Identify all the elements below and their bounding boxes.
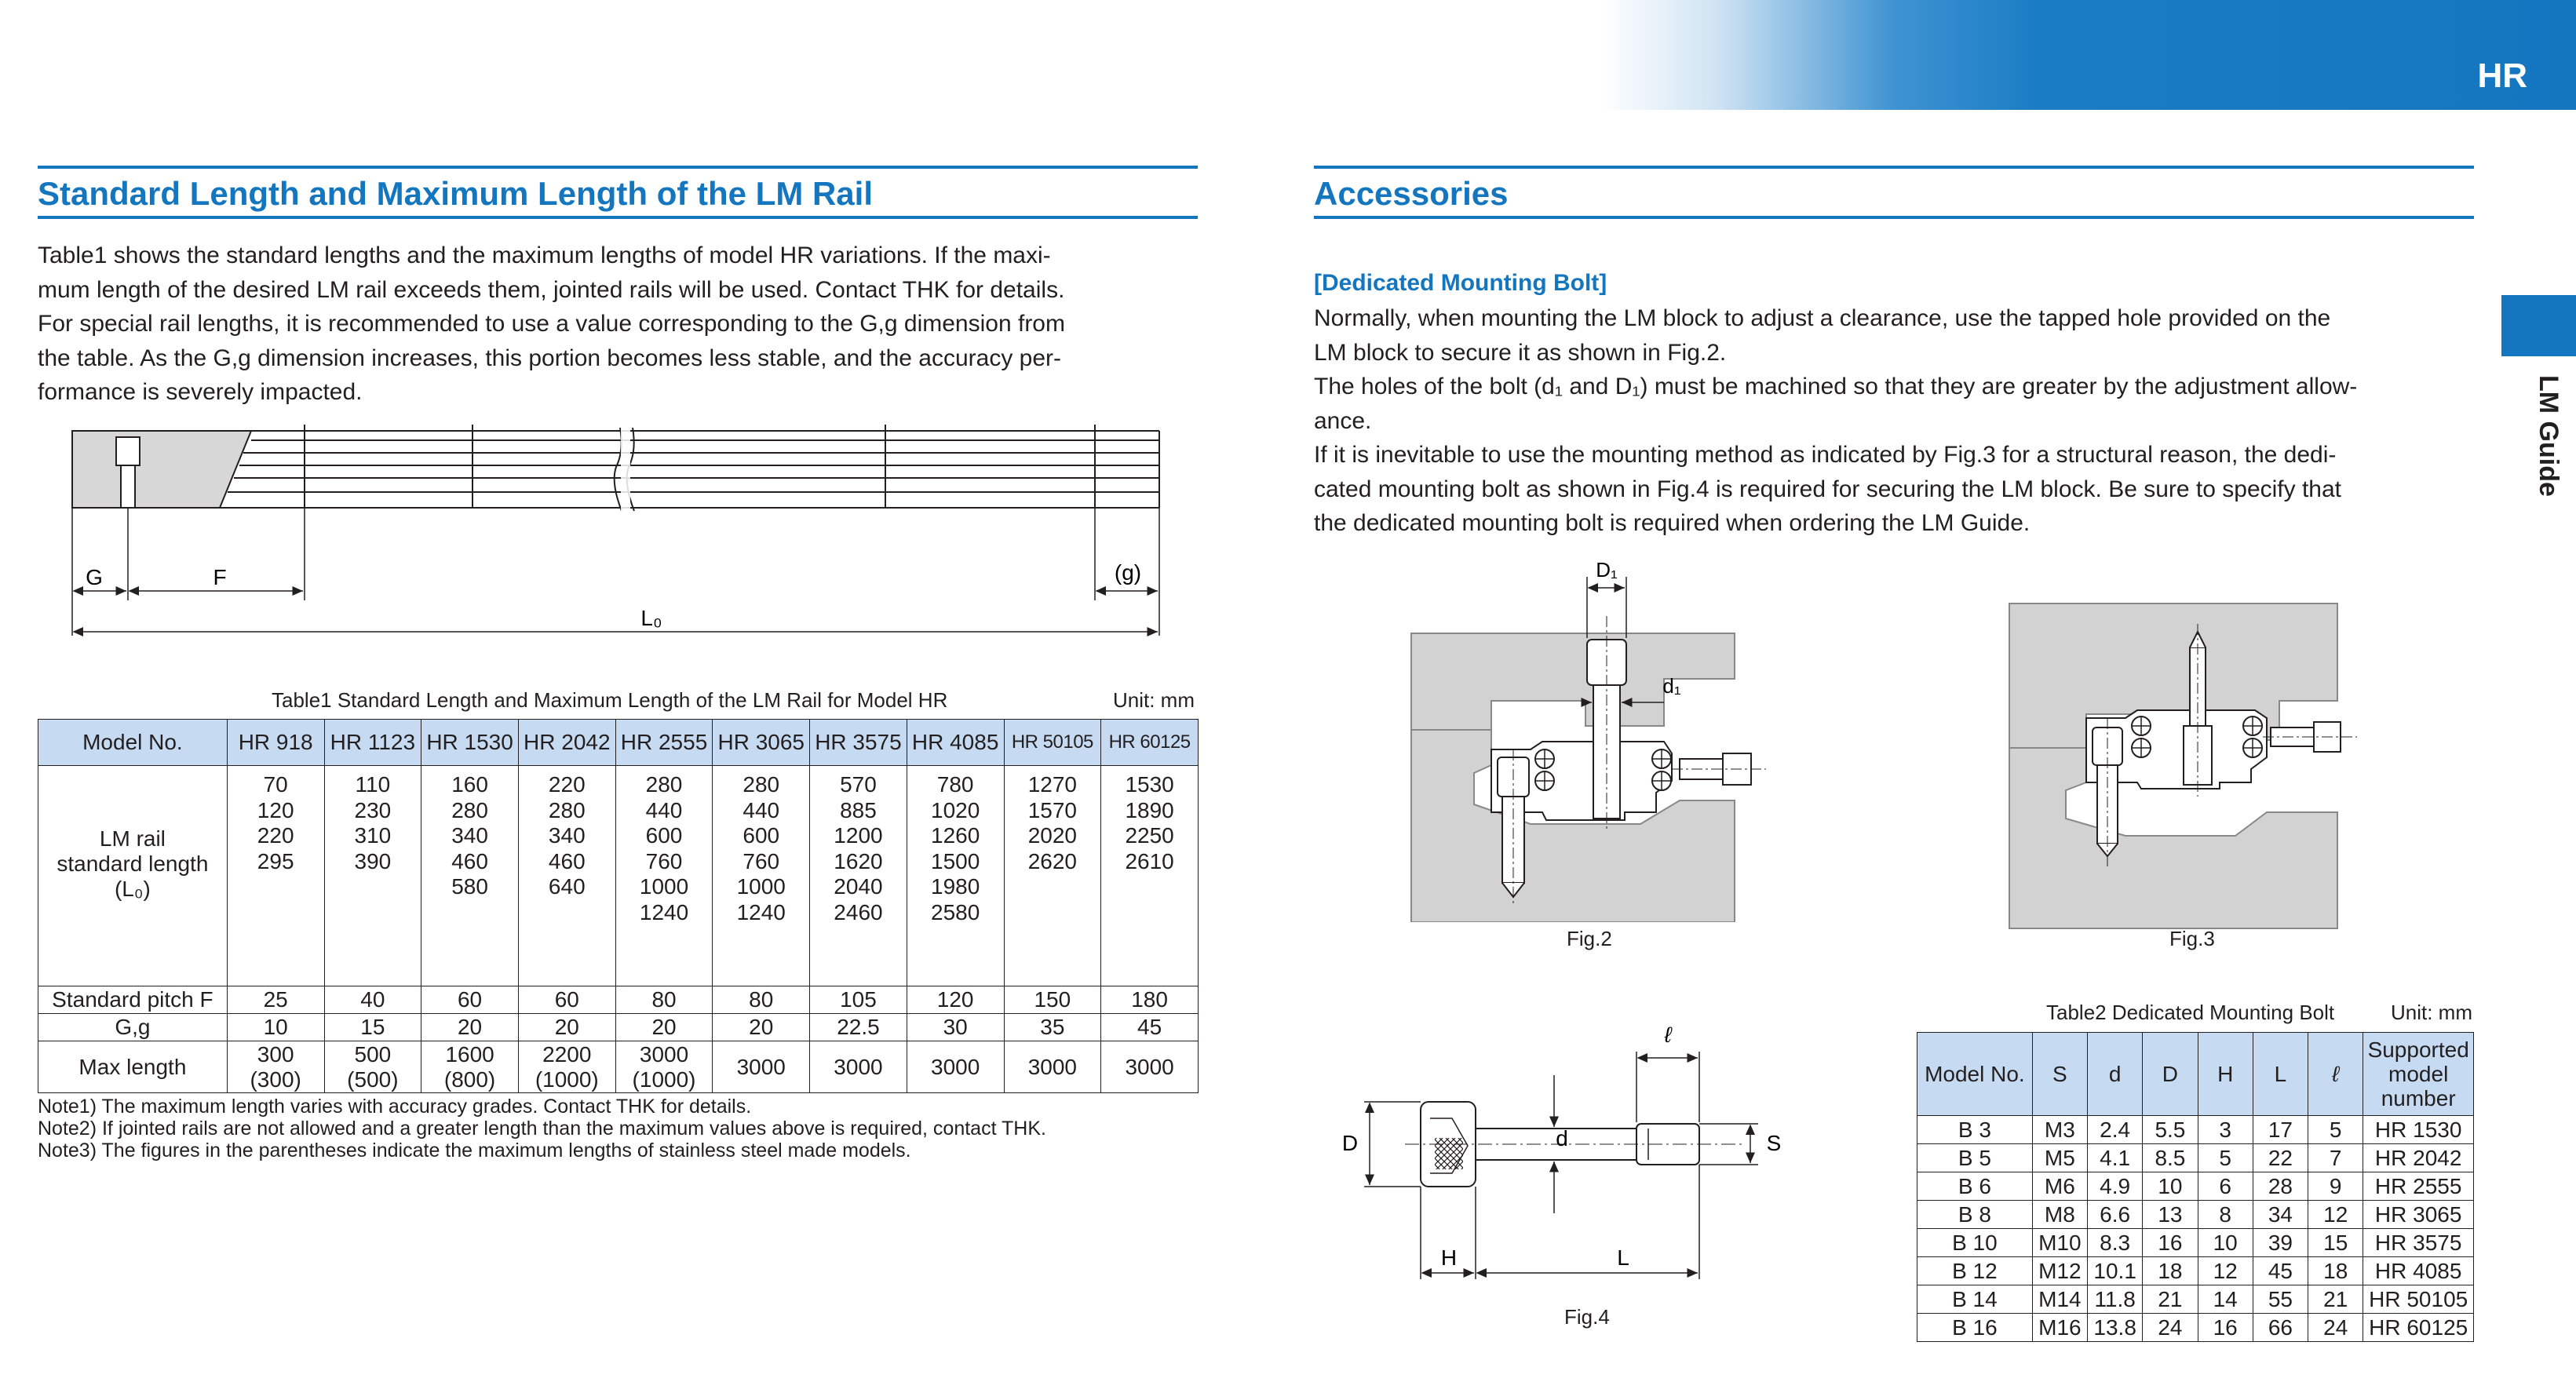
table1-gg-row bbox=[38, 1014, 1199, 1041]
table1-max-row bbox=[38, 1041, 1199, 1093]
fig4-label-l: ℓ bbox=[1664, 1023, 1672, 1047]
table2-cell: HR 3065 bbox=[2363, 1201, 2474, 1229]
table1-cell: 105 bbox=[810, 986, 907, 1014]
table1-cell: 3000 bbox=[1004, 1041, 1101, 1093]
table1-cell: 20 bbox=[421, 1014, 519, 1041]
fig2-caption: Fig.2 bbox=[1567, 927, 1612, 950]
label-G: G bbox=[86, 565, 103, 589]
table1-header-row bbox=[38, 720, 1199, 766]
fig4-label-D: D bbox=[1341, 1131, 1359, 1155]
fig4-label-L: L bbox=[1617, 1245, 1629, 1270]
fig4-diagram bbox=[1334, 1020, 1868, 1287]
table2-cell: B 3 bbox=[1917, 1116, 2033, 1144]
table1-cell: 120 bbox=[907, 986, 1004, 1014]
right-section-header bbox=[1314, 166, 2474, 221]
table2-cell: M3 bbox=[2032, 1116, 2087, 1144]
table1-cell: 500 (500) bbox=[324, 1041, 421, 1093]
right-paragraph-line: Normally, when mounting the LM block to adjust a clearance, use the tapped hole provided on the bbox=[1314, 305, 2331, 331]
table2-header: ℓ bbox=[2308, 1033, 2363, 1116]
table1-cell: 15 bbox=[324, 1014, 421, 1041]
table2-header: S bbox=[2032, 1033, 2087, 1116]
table1-cell: 80 bbox=[615, 986, 713, 1014]
table2-cell: 24 bbox=[2308, 1314, 2363, 1342]
table1-notes bbox=[38, 1096, 1046, 1161]
table2-cell: 66 bbox=[2253, 1314, 2308, 1342]
table2-cell: M16 bbox=[2032, 1314, 2087, 1342]
table2-cell: M5 bbox=[2032, 1144, 2087, 1172]
left-paragraph-line: Table1 shows the standard lengths and the maximum lengths of model HR variations. If the maxi- bbox=[38, 242, 1051, 268]
left-paragraph bbox=[38, 239, 1198, 410]
note: Note1) The maximum length varies with accuracy grades. Contact THK for details. bbox=[38, 1096, 752, 1118]
table2-cell: HR 4085 bbox=[2363, 1257, 2474, 1285]
table1-cell: 30 bbox=[907, 1014, 1004, 1041]
table1-model: HR 3065 bbox=[713, 720, 810, 766]
left-paragraph-line: mum length of the desired LM rail exceeds them, jointed rails will be used. Contact THK for details. bbox=[38, 276, 1065, 303]
table2-cell: 8 bbox=[2198, 1201, 2253, 1229]
table1-max-label: Max length bbox=[38, 1041, 228, 1093]
table2-row bbox=[1917, 1116, 2474, 1144]
table2-cell: 18 bbox=[2308, 1257, 2363, 1285]
table2-cell: HR 50105 bbox=[2363, 1285, 2474, 1314]
table1-cell: 1600 (800) bbox=[421, 1041, 519, 1093]
right-paragraph-line: cated mounting bolt as shown in Fig.4 is required for securing the LM block. Be sure to specify that bbox=[1314, 476, 2342, 502]
table1-lm-cell: 780 1020 1260 1500 1980 2580 bbox=[907, 766, 1004, 986]
table1-cell: 80 bbox=[713, 986, 810, 1014]
table2-cell: B 14 bbox=[1917, 1285, 2033, 1314]
table2-cell: 22 bbox=[2253, 1144, 2308, 1172]
table2-cell: B 16 bbox=[1917, 1314, 2033, 1342]
table2-row bbox=[1917, 1314, 2474, 1342]
table2-row bbox=[1917, 1285, 2474, 1314]
left-paragraph-line: the table. As the G,g dimension increases, this portion becomes less stable, and the accuracy per- bbox=[38, 345, 1062, 371]
table1-lm-cell: 110 230 310 390 bbox=[324, 766, 421, 986]
table1-header-model: Model No. bbox=[38, 720, 228, 766]
table2-cell: 21 bbox=[2308, 1285, 2363, 1314]
table1-model: HR 3575 bbox=[810, 720, 907, 766]
table2-header: L bbox=[2253, 1033, 2308, 1116]
table1-model: HR 2042 bbox=[518, 720, 615, 766]
table2-cell: HR 3575 bbox=[2363, 1229, 2474, 1257]
table2-cell: 16 bbox=[2198, 1314, 2253, 1342]
table1-cell: 20 bbox=[713, 1014, 810, 1041]
table1-pitch-row bbox=[38, 986, 1199, 1014]
table2-cell: 8.5 bbox=[2143, 1144, 2198, 1172]
table1-cell: 22.5 bbox=[810, 1014, 907, 1041]
table2-cell: 10 bbox=[2198, 1229, 2253, 1257]
table1-lm-cell: 70 120 220 295 bbox=[227, 766, 324, 986]
table2-cell: 24 bbox=[2143, 1314, 2198, 1342]
table2-cell: 39 bbox=[2253, 1229, 2308, 1257]
label-L0: L₀ bbox=[640, 606, 662, 630]
right-section-title: Accessories bbox=[1314, 175, 1509, 212]
table1-lm-cell: 220 280 340 460 640 bbox=[518, 766, 615, 986]
right-paragraph-line: LM block to secure it as shown in Fig.2. bbox=[1314, 339, 1727, 366]
table2-header: D bbox=[2143, 1033, 2198, 1116]
table2-cell: 17 bbox=[2253, 1116, 2308, 1144]
table2-header: d bbox=[2088, 1033, 2143, 1116]
table1 bbox=[38, 719, 1199, 1093]
table1-lm-cell: 1270 1570 2020 2620 bbox=[1004, 766, 1101, 986]
table2-cell: M12 bbox=[2032, 1257, 2087, 1285]
table1-cell: 25 bbox=[227, 986, 324, 1014]
table2-header: H bbox=[2198, 1033, 2253, 1116]
lm-label-line: LM rail bbox=[99, 826, 166, 851]
table2-cell: 10.1 bbox=[2088, 1257, 2143, 1285]
table2-cell: M14 bbox=[2032, 1285, 2087, 1314]
side-tab-marker bbox=[2501, 295, 2576, 356]
table1-cell: 3000 bbox=[907, 1041, 1004, 1093]
table2-cell: 8.3 bbox=[2088, 1229, 2143, 1257]
table1-cell: 150 bbox=[1004, 986, 1101, 1014]
table2-cell: 18 bbox=[2143, 1257, 2198, 1285]
table1-cell: 40 bbox=[324, 986, 421, 1014]
table2-cell: HR 60125 bbox=[2363, 1314, 2474, 1342]
table1-cell: 45 bbox=[1101, 1014, 1199, 1041]
table2-row bbox=[1917, 1229, 2474, 1257]
table2-row bbox=[1917, 1144, 2474, 1172]
table1-lm-cell: 280 440 600 760 1000 1240 bbox=[713, 766, 810, 986]
table2-cell: B 5 bbox=[1917, 1144, 2033, 1172]
table2-cell: 15 bbox=[2308, 1229, 2363, 1257]
table1-cell: 35 bbox=[1004, 1014, 1101, 1041]
fig2-label-d1: d₁ bbox=[1662, 674, 1681, 698]
fig4-label-d: d bbox=[1556, 1126, 1568, 1150]
fig4-label-H: H bbox=[1440, 1245, 1458, 1270]
table2-row bbox=[1917, 1172, 2474, 1201]
table2-cell: HR 2555 bbox=[2363, 1172, 2474, 1201]
table2-cell: 12 bbox=[2308, 1201, 2363, 1229]
right-paragraph-line: The holes of the bolt (d₁ and D₁) must be machined so that they are greater by the adjustment allow- bbox=[1314, 374, 2358, 399]
side-tab bbox=[2532, 375, 2576, 579]
table1-cell: 2200 (1000) bbox=[518, 1041, 615, 1093]
label-F: F bbox=[213, 565, 227, 589]
note: Note3) The figures in the parentheses indicate the maximum lengths of stainless steel made models. bbox=[38, 1140, 911, 1161]
fig3-caption: Fig.3 bbox=[2169, 927, 2215, 950]
table2-cell: 34 bbox=[2253, 1201, 2308, 1229]
fig2-label-D1: D₁ bbox=[1596, 561, 1618, 582]
table2 bbox=[1917, 1032, 2474, 1342]
table2-cell: 28 bbox=[2253, 1172, 2308, 1201]
table1-model: HR 918 bbox=[227, 720, 324, 766]
fig4-label-S: S bbox=[1766, 1131, 1782, 1155]
table2-row bbox=[1917, 1201, 2474, 1229]
table2-cell: M6 bbox=[2032, 1172, 2087, 1201]
table1-cell: 180 bbox=[1101, 986, 1199, 1014]
right-paragraph-line: ance. bbox=[1314, 407, 1372, 434]
fig2-diagram bbox=[1405, 561, 1797, 922]
label-g: (g) bbox=[1114, 560, 1142, 585]
left-section-header bbox=[38, 166, 1198, 221]
lm-label-line: standard length bbox=[57, 851, 209, 876]
table1-model: HR 60125 bbox=[1101, 720, 1199, 766]
table2-cell: 5 bbox=[2308, 1116, 2363, 1144]
table2-unit: Unit: mm bbox=[2391, 1001, 2472, 1024]
table1-lm-cell: 1530 1890 2250 2610 bbox=[1101, 766, 1199, 986]
table1-lm-label bbox=[38, 766, 228, 986]
left-section-title: Standard Length and Maximum Length of the LM Rail bbox=[38, 175, 874, 212]
table2-cell: 13.8 bbox=[2088, 1314, 2143, 1342]
table2-body bbox=[1917, 1116, 2474, 1342]
table2-cell: 12 bbox=[2198, 1257, 2253, 1285]
table2-header: Supported model number bbox=[2363, 1033, 2474, 1116]
table2-header-row bbox=[1917, 1033, 2474, 1116]
table2-cell: HR 2042 bbox=[2363, 1144, 2474, 1172]
table1-gg-label: G,g bbox=[38, 1014, 228, 1041]
table2-cell: B 10 bbox=[1917, 1229, 2033, 1257]
table2-cell: B 12 bbox=[1917, 1257, 2033, 1285]
table1-model: HR 1530 bbox=[421, 720, 519, 766]
right-paragraph bbox=[1314, 265, 2474, 541]
table1-lm-row bbox=[38, 766, 1199, 986]
table1-model: HR 1123 bbox=[324, 720, 421, 766]
lm-label-line: (L₀) bbox=[114, 877, 151, 901]
side-tab-label: LM Guide bbox=[2534, 375, 2563, 497]
table1-cell: 3000 bbox=[1101, 1041, 1199, 1093]
table2-cell: 4.1 bbox=[2088, 1144, 2143, 1172]
table2-cell: 2.4 bbox=[2088, 1116, 2143, 1144]
table1-cell: 20 bbox=[615, 1014, 713, 1041]
table2-cell: 5 bbox=[2198, 1144, 2253, 1172]
table1-cell: 3000 bbox=[713, 1041, 810, 1093]
table2-cell: 11.8 bbox=[2088, 1285, 2143, 1314]
table1-lm-cell: 280 440 600 760 1000 1240 bbox=[615, 766, 713, 986]
table2-cell: M10 bbox=[2032, 1229, 2087, 1257]
table1-cell: 20 bbox=[518, 1014, 615, 1041]
rail-length-diagram bbox=[63, 420, 1177, 647]
table1-cell: 60 bbox=[518, 986, 615, 1014]
table2-cell: 7 bbox=[2308, 1144, 2363, 1172]
table2-cell: 14 bbox=[2198, 1285, 2253, 1314]
note: Note2) If jointed rails are not allowed and a greater length than the maximum values above is required, contact THK. bbox=[38, 1118, 1046, 1140]
table2-cell: 6 bbox=[2198, 1172, 2253, 1201]
table2-cell: 10 bbox=[2143, 1172, 2198, 1201]
table1-model: HR 4085 bbox=[907, 720, 1004, 766]
table1-cell: 60 bbox=[421, 986, 519, 1014]
table1-cell: 3000 (1000) bbox=[615, 1041, 713, 1093]
table2-cell: 55 bbox=[2253, 1285, 2308, 1314]
table1-lm-cell: 570 885 1200 1620 2040 2460 bbox=[810, 766, 907, 986]
table2-cell: 4.9 bbox=[2088, 1172, 2143, 1201]
table2-cell: 21 bbox=[2143, 1285, 2198, 1314]
table2-cell: 9 bbox=[2308, 1172, 2363, 1201]
table2-cell: 6.6 bbox=[2088, 1201, 2143, 1229]
table2-cell: 5.5 bbox=[2143, 1116, 2198, 1144]
table2-header: Model No. bbox=[1917, 1033, 2033, 1116]
table1-pitch-label: Standard pitch F bbox=[38, 986, 228, 1014]
fig4-caption: Fig.4 bbox=[1564, 1305, 1610, 1329]
table1-cell: 300 (300) bbox=[227, 1041, 324, 1093]
table2-caption: Table2 Dedicated Mounting Bolt bbox=[2046, 1001, 2335, 1024]
table2-cell: B 6 bbox=[1917, 1172, 2033, 1201]
table1-model: HR 50105 bbox=[1004, 720, 1101, 766]
table1-model: HR 2555 bbox=[615, 720, 713, 766]
table2-cell: HR 1530 bbox=[2363, 1116, 2474, 1144]
subhead-mounting-bolt: [Dedicated Mounting Bolt] bbox=[1314, 270, 1607, 296]
table2-cell: 16 bbox=[2143, 1229, 2198, 1257]
table1-unit: Unit: mm bbox=[1113, 688, 1195, 712]
table1-caption: Table1 Standard Length and Maximum Length of the LM Rail for Model HR bbox=[272, 688, 948, 712]
table2-cell: 45 bbox=[2253, 1257, 2308, 1285]
table1-cell: 10 bbox=[227, 1014, 324, 1041]
table2-cell: B 8 bbox=[1917, 1201, 2033, 1229]
table2-cell: M8 bbox=[2032, 1201, 2087, 1229]
table2-cell: 3 bbox=[2198, 1116, 2253, 1144]
table1-lm-cell: 160 280 340 460 580 bbox=[421, 766, 519, 986]
series-tag: HR bbox=[2477, 57, 2527, 95]
header-band bbox=[1601, 0, 2576, 110]
fig3-diagram bbox=[2008, 600, 2377, 934]
right-paragraph-line: the dedicated mounting bolt is required when ordering the LM Guide. bbox=[1314, 510, 2031, 536]
table1-cell: 3000 bbox=[810, 1041, 907, 1093]
table2-cell: 13 bbox=[2143, 1201, 2198, 1229]
left-paragraph-line: For special rail lengths, it is recommended to use a value corresponding to the G,g dimension from bbox=[38, 311, 1065, 337]
table2-row bbox=[1917, 1257, 2474, 1285]
right-paragraph-line: If it is inevitable to use the mounting method as indicated by Fig.3 for a structural reason, the dedi- bbox=[1314, 442, 2337, 468]
left-paragraph-line: formance is severely impacted. bbox=[38, 379, 363, 405]
